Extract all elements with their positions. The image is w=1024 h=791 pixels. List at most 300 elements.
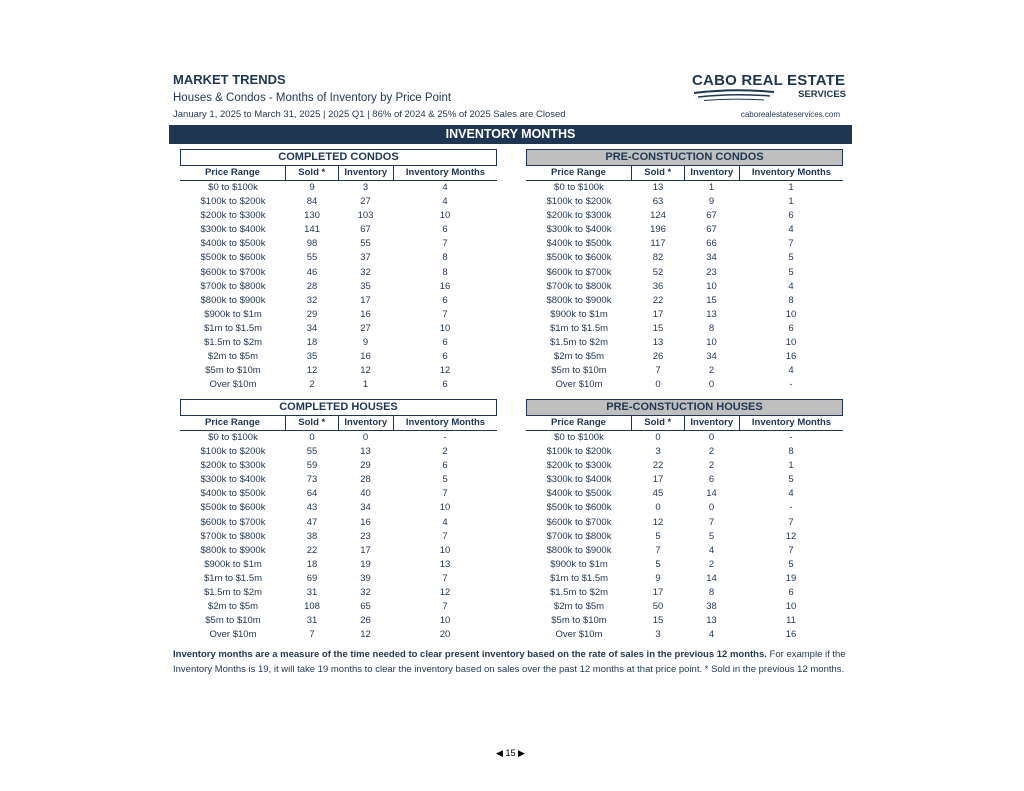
table-row [526,280,843,294]
website-link[interactable]: caborealestateservices.com [740,110,840,119]
cell-inventory-months: 7 [788,516,794,528]
col-inventory-months: Inventory Months [739,416,843,430]
cell-inventory: 34 [706,351,717,363]
logo-name: CABO REAL ESTATE [692,72,846,89]
cell-inventory-months: 11 [786,615,796,627]
cell-price-range: $400k to $500k [200,488,266,500]
cell-inventory-months: 16 [439,280,451,292]
cell-inventory-months: 4 [788,280,794,292]
cell-price-range: $5m to $10m [551,615,607,627]
table-row [526,544,843,558]
cell-sold: 17 [652,308,664,320]
table-row [180,431,497,445]
table-row [526,209,843,223]
cell-inventory: 4 [708,629,715,641]
cell-inventory-months: 10 [439,615,451,627]
cell-sold: 31 [306,587,318,599]
cell-inventory-months: 6 [442,351,448,363]
cell-inventory-months: 6 [442,294,448,306]
cell-sold: 5 [655,530,661,542]
cell-price-range: $200k to $300k [546,210,612,222]
table-row [180,195,497,209]
cell-price-range: $5m to $10m [551,365,607,377]
table-row [526,516,843,530]
cell-price-range: $100k to $200k [546,446,612,458]
table-row [180,473,497,487]
cell-inventory: 10 [706,280,717,292]
cell-inventory: 0 [708,379,715,391]
cell-inventory: 35 [360,280,371,292]
cell-inventory: 2 [708,460,715,472]
table-row [526,558,843,572]
cell-inventory-months: 6 [442,337,448,349]
cell-inventory: 12 [360,629,371,641]
cell-sold: 36 [652,280,664,292]
cell-inventory: 40 [360,488,371,500]
cell-inventory-months: 4 [442,516,448,528]
report-subtitle: Houses & Condos - Months of Inventory by Price Point [173,92,452,104]
table-row [526,181,843,195]
cell-inventory: 8 [708,322,715,334]
cell-price-range: $200k to $300k [200,460,266,472]
cell-price-range: Over $10m [209,629,257,641]
cell-inventory-months: 16 [785,351,797,363]
footnote-example: For example if the Inventory Months is 19, it will take 19 months to clear the inventory based on sales over the past 12 months at that price point. * Sold in the previous 12 months. [173,649,846,675]
logo-services: SERVICES [798,89,846,100]
table-row [180,350,497,364]
col-sold: Sold * [631,166,684,180]
cell-inventory-months: 10 [785,337,797,349]
table-row [180,487,497,501]
cell-sold: 9 [309,182,315,193]
cell-price-range: $400k to $500k [200,238,266,250]
cell-inventory-months: 6 [442,379,448,391]
cell-inventory: 1 [708,182,715,193]
table-row [526,350,843,364]
cell-sold: 82 [652,252,664,264]
triangle-right-icon[interactable]: ▶ [517,748,525,758]
footnote-definition: Inventory months are a measure of the time needed to clear present inventory based on the rate of sales in the previous 12 months. [173,649,767,660]
cell-sold: 0 [655,432,661,443]
cell-inventory: 39 [360,572,371,584]
cell-price-range: $2m to $5m [553,601,605,613]
cell-inventory-months: 10 [439,210,451,222]
cell-price-range: $1.5m to $2m [549,587,609,599]
cell-inventory: 10 [706,337,717,349]
table-row [180,294,497,308]
table-row [526,628,843,642]
cell-inventory: 15 [706,294,717,306]
cell-inventory-months: 7 [788,544,794,556]
table-row [526,445,843,459]
cell-inventory: 27 [360,322,371,334]
col-sold: Sold * [285,166,338,180]
cell-price-range: $700k to $800k [200,530,266,542]
cell-price-range: $400k to $500k [546,238,612,250]
cell-sold: 12 [306,365,318,377]
preconstruction-condos-table [526,149,843,392]
company-logo [688,72,848,104]
cell-inventory: 2 [708,446,715,458]
cell-sold: 64 [306,488,318,500]
cell-sold: 47 [306,516,318,528]
cell-inventory-months: 8 [442,252,448,264]
cell-sold: 12 [652,516,664,528]
table-row [180,181,497,195]
table-row [526,487,843,501]
cell-inventory: 7 [708,516,715,528]
cell-sold: 0 [655,502,661,514]
cell-price-range: $0 to $100k [554,182,604,193]
cell-price-range: $900k to $1m [204,308,262,320]
cell-sold: 2 [309,379,315,391]
cell-inventory-months: 2 [442,446,448,458]
cell-inventory: 13 [706,615,717,627]
cell-price-range: $800k to $900k [200,294,266,306]
table-row [180,445,497,459]
cell-sold: 3 [655,446,661,458]
cell-sold: 55 [306,446,318,458]
cell-inventory: 5 [708,530,715,542]
cell-sold: 43 [306,502,318,514]
cell-sold: 29 [306,308,318,320]
table-row [526,600,843,614]
cell-price-range: $500k to $600k [546,502,612,514]
col-inventory-months: Inventory Months [393,416,497,430]
cell-inventory: 26 [360,615,371,627]
table-row [526,431,843,445]
table-row [526,586,843,600]
cell-sold: 117 [650,238,666,250]
cell-inventory: 8 [708,587,715,599]
cell-price-range: $300k to $400k [546,224,612,236]
table-row [180,530,497,544]
cell-price-range: $600k to $700k [200,266,266,278]
table-row [180,336,497,350]
cell-inventory-months: 12 [439,587,451,599]
cell-inventory-months: 4 [788,365,794,377]
table-row [180,501,497,515]
cell-inventory: 32 [360,587,371,599]
cell-price-range: Over $10m [209,379,257,391]
cell-price-range: $2m to $5m [207,351,259,363]
cell-price-range: $100k to $200k [200,196,266,208]
table-row [180,459,497,473]
cell-sold: 52 [652,266,664,278]
table-title: PRE-CONSTUCTION CONDOS [526,149,843,166]
table-row [180,308,497,322]
cell-inventory: 16 [360,516,371,528]
cell-sold: 3 [655,629,661,641]
table-row [180,614,497,628]
table-row [180,516,497,530]
cell-sold: 59 [306,460,318,472]
cell-inventory-months: 5 [788,252,794,264]
table-row [180,322,497,336]
cell-inventory: 14 [706,572,717,584]
cell-inventory-months: - [443,432,447,443]
cell-sold: 32 [306,294,318,306]
cell-sold: 34 [306,322,318,334]
table-row [180,572,497,586]
table-header [180,416,497,431]
cell-inventory: 12 [360,365,371,377]
cell-inventory-months: 8 [788,294,794,306]
cell-sold: 46 [306,266,318,278]
cell-inventory: 9 [708,196,715,208]
cell-price-range: $200k to $300k [546,460,612,472]
preconstruction-houses-table [526,399,843,642]
table-row [180,209,497,223]
cell-inventory: 28 [360,474,371,486]
cell-inventory: 67 [706,224,717,236]
cell-inventory: 37 [360,252,371,264]
table-row [526,322,843,336]
cell-inventory: 38 [706,601,717,613]
cell-sold: 17 [652,474,664,486]
cell-inventory: 17 [360,544,371,556]
cell-sold: 15 [652,322,664,334]
cell-inventory: 4 [708,544,715,556]
cell-inventory-months: 4 [788,488,794,500]
cell-sold: 35 [306,351,318,363]
cell-inventory: 66 [706,238,717,250]
cell-inventory-months: 12 [785,530,797,542]
cell-sold: 45 [652,488,664,500]
cell-inventory: 34 [706,252,717,264]
table-row [526,473,843,487]
cell-price-range: $5m to $10m [205,365,261,377]
cell-inventory-months: 5 [788,266,794,278]
table-row [526,195,843,209]
cell-inventory-months: 10 [439,502,451,514]
cell-inventory-months: 6 [442,224,448,236]
cell-inventory-months: 10 [785,601,797,613]
cell-price-range: $900k to $1m [204,558,262,570]
cell-price-range: $800k to $900k [546,294,612,306]
cell-inventory-months: - [789,432,793,443]
cell-inventory-months: 8 [788,446,794,458]
table-row [180,558,497,572]
table-header [526,166,843,181]
col-price-range: Price Range [551,167,606,178]
cell-inventory-months: 10 [439,544,451,556]
logo-swoosh-icon [694,88,774,102]
cell-price-range: $300k to $400k [546,474,612,486]
cell-inventory-months: 10 [439,322,451,334]
table-row [526,237,843,251]
cell-sold: 18 [306,337,318,349]
col-inventory: Inventory [684,416,739,430]
table-row [526,501,843,515]
cell-inventory-months: 7 [442,572,448,584]
table-row [180,251,497,265]
cell-inventory-months: 10 [785,308,797,320]
cell-price-range: $600k to $700k [200,516,266,528]
cell-inventory: 6 [708,474,715,486]
cell-inventory-months: - [789,379,793,391]
col-inventory: Inventory [338,166,393,180]
cell-price-range: $600k to $700k [546,516,612,528]
cell-price-range: $1.5m to $2m [203,337,263,349]
cell-price-range: $1m to $1.5m [549,322,609,334]
cell-inventory: 67 [706,210,717,222]
cell-inventory: 2 [708,558,715,570]
cell-inventory: 13 [360,446,371,458]
cell-sold: 22 [652,460,664,472]
table-row [526,223,843,237]
cell-price-range: $300k to $400k [200,224,266,236]
page-number: 15 [505,748,516,758]
cell-price-range: $400k to $500k [546,488,612,500]
cell-inventory: 16 [360,308,371,320]
table-row [180,628,497,642]
cell-price-range: Over $10m [555,629,603,641]
cell-price-range: $2m to $5m [553,351,605,363]
cell-inventory-months: 16 [785,629,797,641]
cell-inventory: 0 [708,502,715,514]
cell-inventory: 23 [360,530,371,542]
cell-sold: 124 [650,210,666,222]
cell-price-range: $900k to $1m [550,308,608,320]
footnote [173,647,855,677]
cell-inventory-months: 5 [788,558,794,570]
cell-sold: 0 [309,432,315,443]
page-navigation [496,748,525,759]
cell-sold: 17 [652,587,664,599]
col-inventory: Inventory [338,416,393,430]
cell-inventory: 14 [706,488,717,500]
table-title: PRE-CONSTUCTION HOUSES [526,399,843,416]
cell-price-range: $500k to $600k [200,252,266,264]
cell-inventory-months: 4 [788,224,794,236]
cell-sold: 5 [655,558,661,570]
cell-sold: 28 [306,280,318,292]
table-row [526,336,843,350]
cell-sold: 108 [304,601,320,613]
cell-inventory-months: 4 [442,196,448,208]
completed-condos-table [180,149,497,392]
cell-inventory: 32 [360,266,371,278]
table-row [526,308,843,322]
cell-inventory-months: - [789,502,793,514]
cell-sold: 130 [304,210,320,222]
table-row [526,572,843,586]
cell-inventory-months: 13 [439,558,451,570]
cell-price-range: $1m to $1.5m [203,322,263,334]
cell-inventory-months: 6 [788,210,794,222]
cell-inventory: 0 [708,432,715,443]
cell-inventory: 17 [360,294,371,306]
table-row [180,266,497,280]
cell-inventory: 55 [360,238,371,250]
cell-inventory-months: 5 [442,474,448,486]
cell-inventory: 1 [362,379,369,391]
cell-price-range: $1m to $1.5m [203,572,263,584]
cell-inventory-months: 7 [442,238,448,250]
cell-inventory: 0 [362,432,369,443]
cell-inventory-months: 20 [439,629,451,641]
table-row [526,614,843,628]
cell-inventory-months: 1 [788,182,794,193]
col-sold: Sold * [285,416,338,430]
cell-inventory: 16 [360,351,371,363]
cell-sold: 15 [652,615,664,627]
cell-inventory: 23 [706,266,717,278]
report-date-line: January 1, 2025 to March 31, 2025 | 2025 Q1 | 86% of 2024 & 25% of 2025 Sales are Closed [173,109,566,120]
cell-inventory: 27 [360,196,371,208]
cell-inventory-months: 6 [442,460,448,472]
table-title: COMPLETED CONDOS [180,149,497,166]
col-inventory-months: Inventory Months [393,166,497,180]
cell-sold: 7 [655,365,661,377]
cell-sold: 63 [652,196,664,208]
cell-price-range: $200k to $300k [200,210,266,222]
triangle-left-icon[interactable]: ◀ [496,748,503,758]
cell-price-range: $1m to $1.5m [549,572,609,584]
table-row [180,223,497,237]
cell-price-range: Over $10m [555,379,603,391]
cell-sold: 7 [655,544,661,556]
table-row [180,364,497,378]
cell-price-range: $100k to $200k [546,196,612,208]
table-row [180,237,497,251]
cell-sold: 0 [655,379,661,391]
cell-sold: 55 [306,252,318,264]
cell-price-range: $700k to $800k [546,280,612,292]
cell-inventory-months: 6 [788,587,794,599]
cell-inventory: 65 [360,601,371,613]
col-price-range: Price Range [205,417,260,428]
cell-inventory-months: 4 [442,182,448,193]
cell-inventory-months: 7 [442,308,448,320]
cell-sold: 98 [306,238,318,250]
cell-price-range: $5m to $10m [205,615,261,627]
cell-inventory: 103 [357,210,374,222]
cell-price-range: $600k to $700k [546,266,612,278]
table-row [526,294,843,308]
cell-sold: 9 [655,572,661,584]
col-sold: Sold * [631,416,684,430]
cell-price-range: $500k to $600k [200,502,266,514]
cell-inventory: 67 [360,224,371,236]
cell-price-range: $500k to $600k [546,252,612,264]
cell-price-range: $0 to $100k [554,432,604,443]
cell-price-range: $300k to $400k [200,474,266,486]
cell-inventory-months: 19 [785,572,797,584]
cell-inventory-months: 7 [442,601,448,613]
cell-sold: 7 [309,629,315,641]
cell-inventory: 9 [362,337,369,349]
table-row [180,600,497,614]
cell-price-range: $700k to $800k [200,280,266,292]
cell-inventory-months: 6 [788,322,794,334]
cell-price-range: $1.5m to $2m [203,587,263,599]
cell-inventory-months: 7 [788,238,794,250]
table-header [526,416,843,431]
col-inventory-months: Inventory Months [739,166,843,180]
table-row [526,459,843,473]
table-header [180,166,497,181]
table-row [526,378,843,392]
cell-sold: 22 [306,544,318,556]
cell-inventory: 2 [708,365,715,377]
cell-sold: 26 [652,351,664,363]
cell-price-range: $0 to $100k [208,432,258,443]
table-row [180,586,497,600]
cell-inventory-months: 1 [788,196,794,208]
cell-sold: 69 [306,572,318,584]
